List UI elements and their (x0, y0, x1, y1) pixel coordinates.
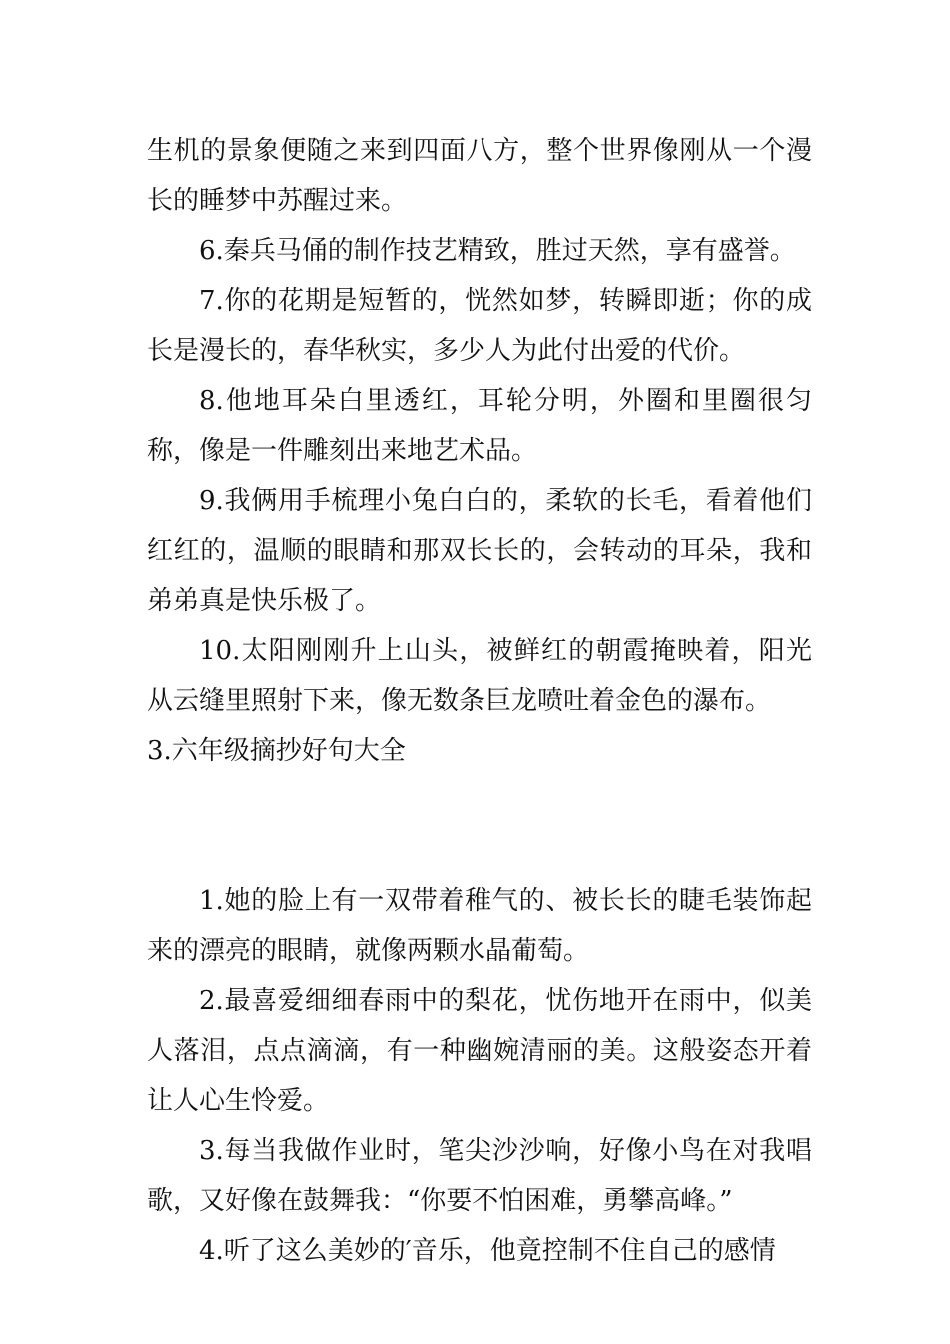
paragraph-continuation: 生机的景象便随之来到四面八方，整个世界像刚从一个漫长的睡梦中苏醒过来。 (147, 136, 812, 216)
paragraph-item-10: 10.太阳刚刚升上山头，被鲜红的朝霞掩映着，阳光从云缝里照射下来，像无数条巨龙喷吐着金色的瀑布。 (147, 636, 812, 716)
paragraph-item-8: 8.他地耳朵白里透红，耳轮分明，外圈和里圈很匀称，像是一件雕刻出来地艺术品。 (147, 386, 812, 466)
document-body (147, 126, 812, 1276)
paragraph-item-1: 1.她的脸上有一双带着稚气的、被长长的睫毛装饰起来的漂亮的眼睛，就像两颗水晶葡萄。 (147, 886, 812, 966)
paragraph-item-3: 3.每当我做作业时，笔尖沙沙响，好像小鸟在对我唱歌，又好像在鼓舞我：“你要不怕困难，勇攀高峰。” (147, 1136, 812, 1216)
paragraph-item-6: 6.秦兵马俑的制作技艺精致，胜过天然，享有盛誉。 (199, 236, 796, 266)
blank-space (147, 776, 812, 876)
section-heading: 3.六年级摘抄好句大全 (147, 736, 406, 766)
paragraph-item-4: 4.听了这么美妙的′音乐，他竟控制不住自己的感情 (199, 1236, 776, 1266)
paragraph-item-7: 7.你的花期是短暂的，恍然如梦，转瞬即逝；你的成长是漫长的，春华秋实，多少人为此付出爱的代价。 (147, 286, 812, 366)
paragraph-item-9: 9.我俩用手梳理小兔白白的，柔软的长毛，看着他们红红的，温顺的眼睛和那双长长的，会转动的耳朵，我和弟弟真是快乐极了。 (147, 486, 812, 616)
paragraph-item-2: 2.最喜爱细细春雨中的梨花，忧伤地开在雨中，似美人落泪，点点滴滴，有一种幽婉清丽的美。这般姿态开着让人心生怜爱。 (147, 986, 812, 1116)
